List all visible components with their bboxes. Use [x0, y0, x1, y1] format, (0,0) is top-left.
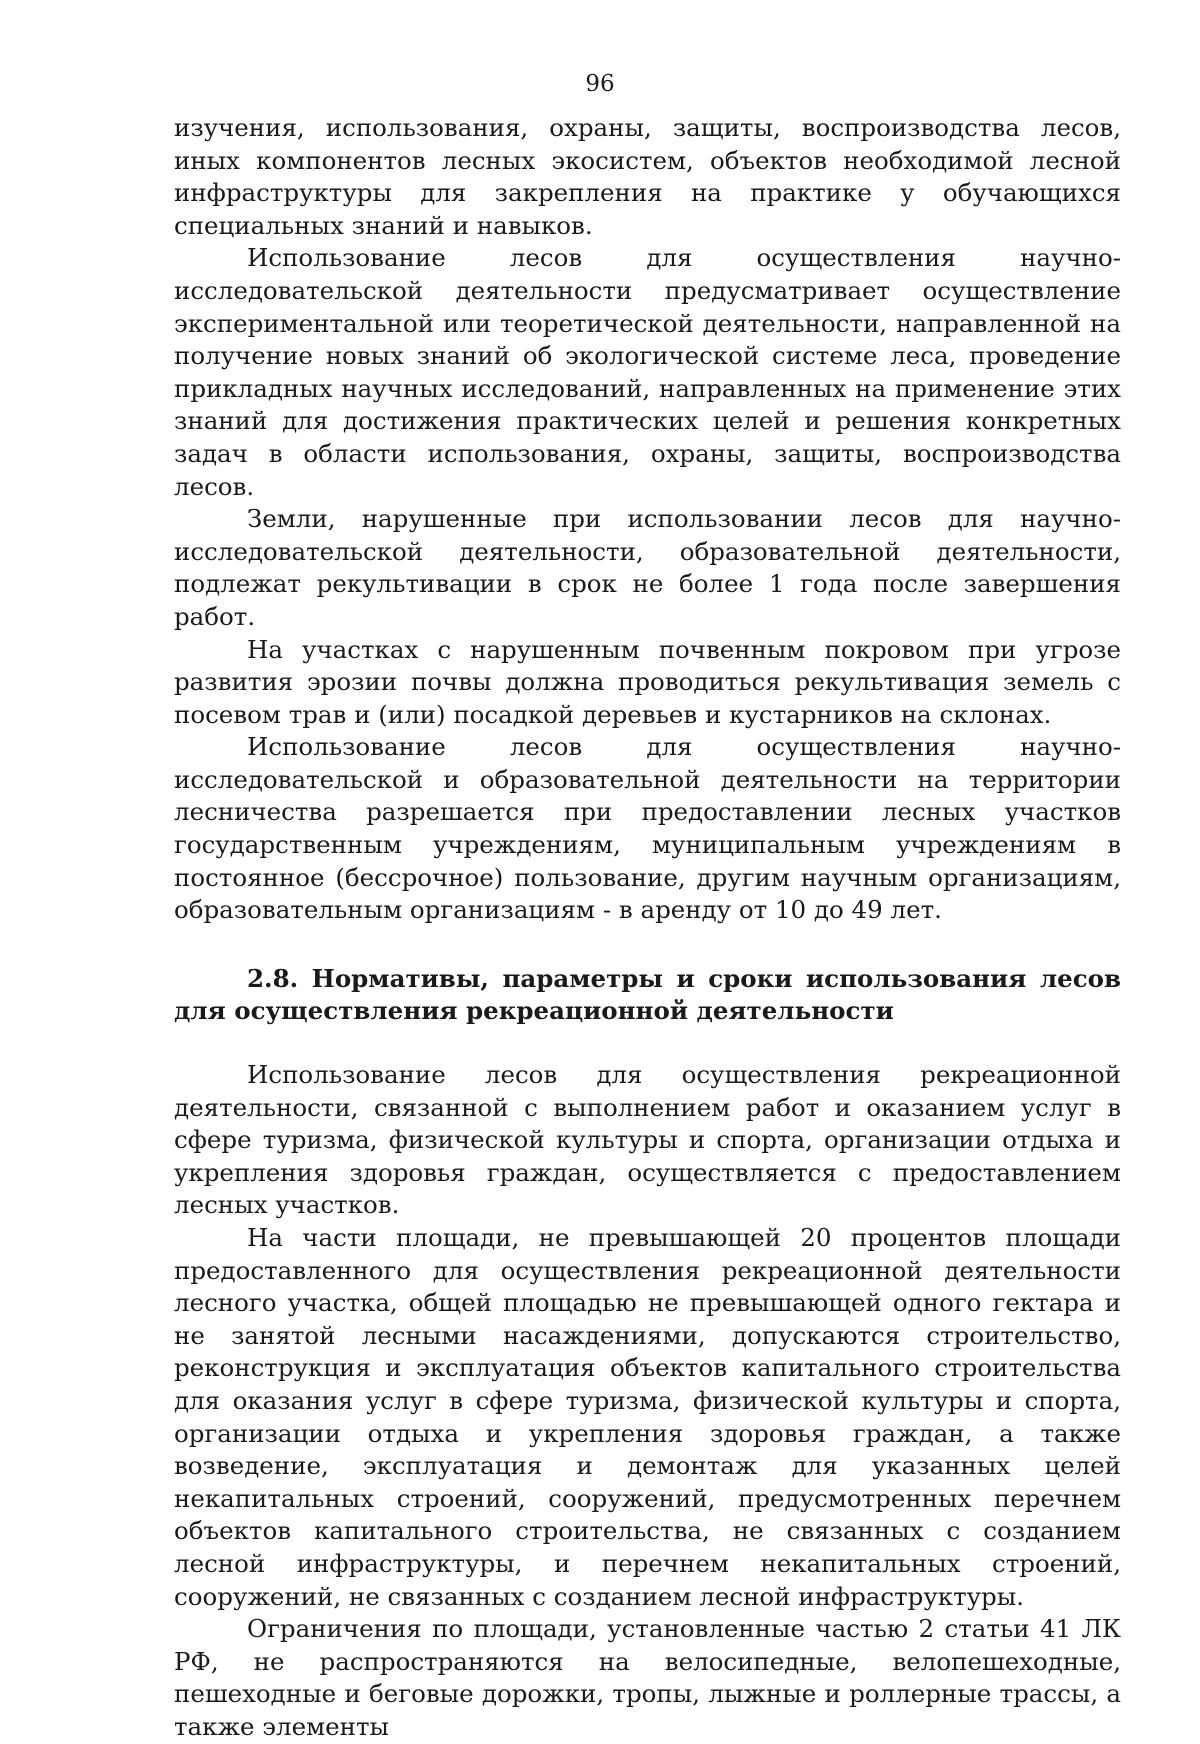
paragraph-land-provision: Использование лесов для осуществления научно-исследовательской и образовательной деятельности на территории лесничества разрешается при предоставлении лесных участков государственным учреждениям, муниципальным учреждениям в постоянное (бессрочное) пользование, другим научным организациям, образовательным организациям - в аренду от 10 до 49 лет.	[174, 732, 1121, 925]
paragraph-recreation-use: Использование лесов для осуществления рекреационной деятельности, связанной с выполнением работ и оказанием услуг в сфере туризма, физической культуры и спорта, организации отдыха и укрепления здоровья граждан, осуществляется с предоставлением лесных участков.	[174, 1060, 1121, 1220]
section-heading: 2.8. Нормативы, параметры и сроки использования лесов для осуществления рекреационной деятельности	[174, 963, 1121, 1026]
paragraph-land-reclamation: Земли, нарушенные при использовании лесов для научно-исследовательской деятельности, образовательной деятельности, подлежат рекультивации в срок не более 1 года после завершения работ.	[174, 504, 1121, 631]
paragraph-continuation: изучения, использования, охраны, защиты, воспроизводства лесов, иных компонентов лесных экосистем, объектов необходимой лесной инфраструктуры для закрепления на практике у обучающихся специальных знаний и навыков.	[174, 113, 1121, 240]
paragraph-research-activity: Использование лесов для осуществления научно-исследовательской деятельности предусматривает осуществление экспериментальной или теоретической деятельности, направленной на получение новых знаний об экологической системе леса, проведение прикладных научных исследований, направленных на применение этих знаний для достижения практических целей и решения конкретных задач в области использования, охраны, защиты, воспроизводства лесов.	[174, 243, 1121, 501]
page-number: 96	[585, 71, 615, 97]
paragraph-area-limit: На части площади, не превышающей 20 процентов площади предоставленного для осуществления рекреационной деятельности лесного участка, общей площадью не превышающей одного гектара и не занятой лесными насаждениями, допускаются строительство, реконструкция и эксплуатация объектов капитального строительства для оказания услуг в сфере туризма, физической культуры и спорта, организации отдыха и укрепления здоровья граждан, а также возведение, эксплуатация и демонтаж для указанных целей некапитальных строений, сооружений, предусмотренных перечнем объектов капитального строительства, не связанных с созданием лесной инфраструктуры, и перечнем некапитальных строений, сооружений, не связанных с созданием лесной инфраструктуры.	[174, 1223, 1121, 1611]
paragraph-area-restrictions: Ограничения по площади, установленные частью 2 статьи 41 ЛК РФ, не распространяются на велосипедные, велопешеходные, пешеходные и беговые дорожки, тропы, лыжные и роллерные трассы, а также элементы	[174, 1614, 1121, 1741]
paragraph-soil-erosion: На участках с нарушенным почвенным покровом при угрозе развития эрозии почвы должна проводиться рекультивация земель с посевом трав и (или) посадкой деревьев и кустарников на склонах.	[174, 634, 1121, 729]
page-content	[174, 112, 1121, 1744]
